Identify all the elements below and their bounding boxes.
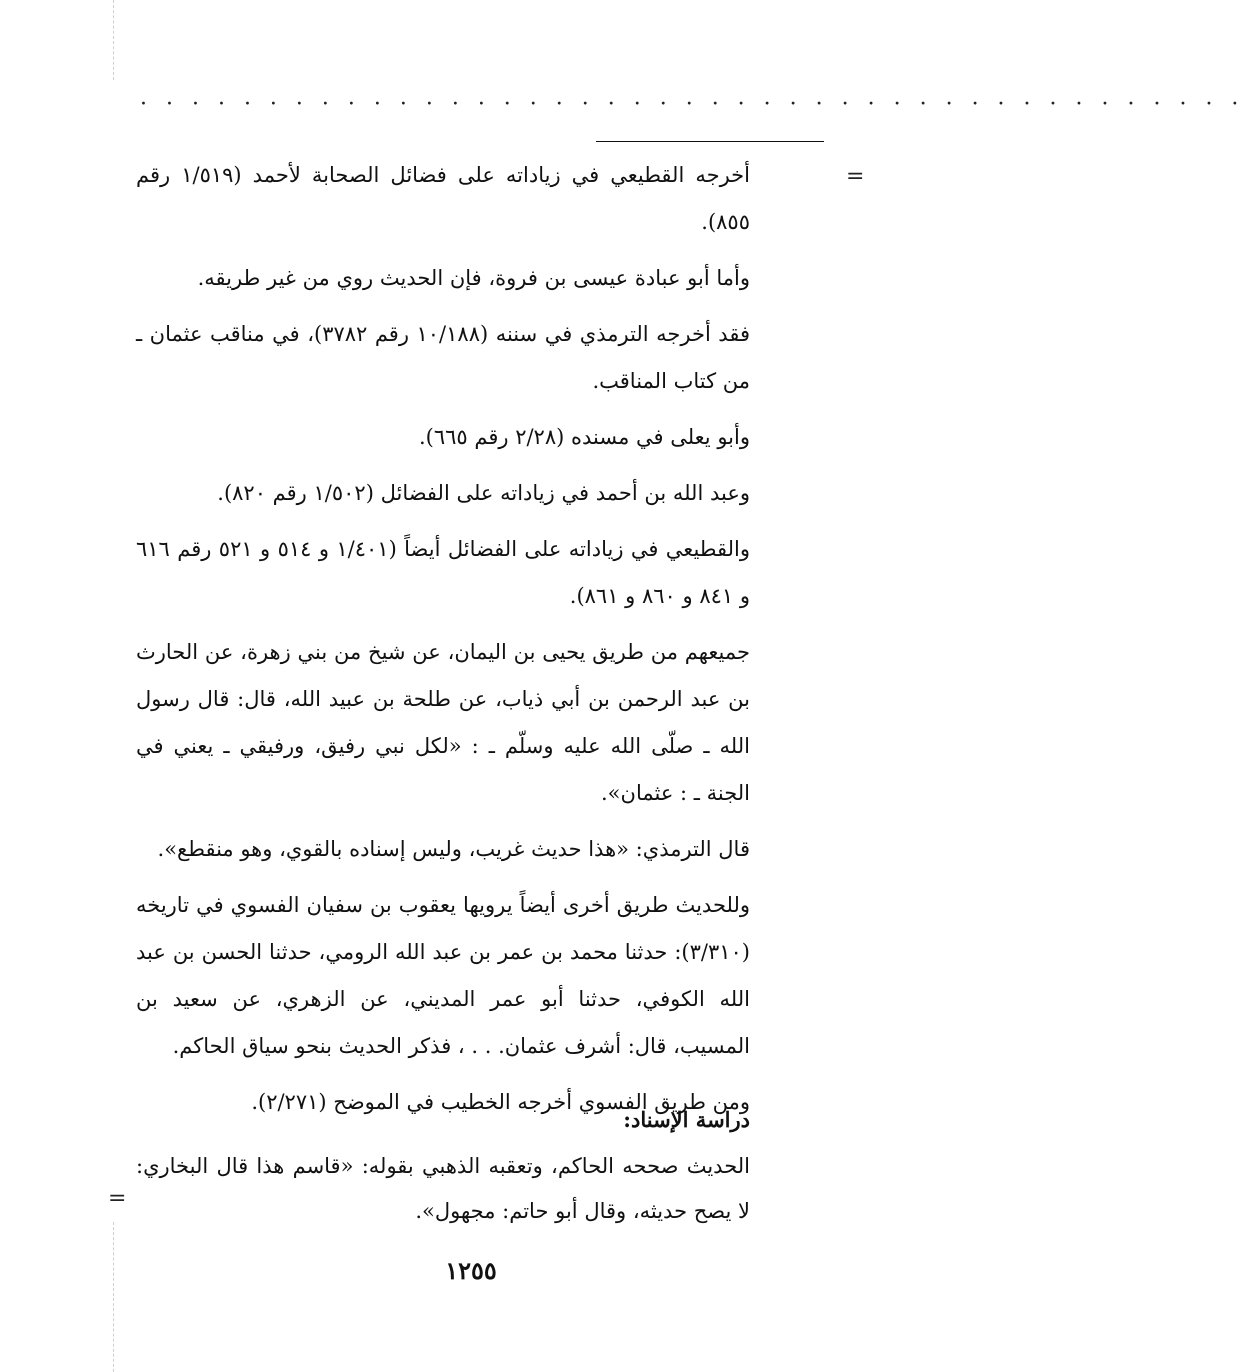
footnote-text <box>136 152 750 1135</box>
paragraph: ومن طريق الفسوي أخرجه الخطيب في الموضح (٢/٢٧١). <box>251 1090 750 1114</box>
isnad-study-section <box>136 1096 750 1234</box>
paragraph: وأبو يعلى في مسنده (٢/٢٨ رقم ٦٦٥). <box>418 425 750 449</box>
continuation-mark-left: = <box>108 1186 127 1211</box>
paragraph: قال الترمذي: «هذا حديث غريب، وليس إسناده بالقوي، وهو منقطع». <box>157 837 750 861</box>
margin-guide-bottom <box>113 1222 114 1372</box>
section-paragraph: الحديث صححه الحاكم، وتعقبه الذهبي بقوله: «قاسم هذا قال البخاري: لا يصح حديثه، وقال أبو حاتم: مجهول». <box>136 1154 750 1223</box>
paragraph: فقد أخرجه الترمذي في سننه (١٠/١٨٨ رقم ٣٧٨٢)، في مناقب عثمان ـ من كتاب المناقب. <box>136 322 750 393</box>
margin-guide-top <box>113 0 114 80</box>
page-number-value: ١٢٥٥ <box>445 1256 497 1285</box>
continuation-mark-right: = <box>846 164 865 189</box>
paragraph: والقطيعي في زياداته على الفضائل أيضاً (١/٤٠١ و ٥١٤ و ٥٢١ رقم ٦١٦ و ٨٤١ و ٨٦٠ و ٨٦١). <box>136 537 751 608</box>
paragraph: وعبد الله بن أحمد في زياداته على الفضائل (١/٥٠٢ رقم ٨٢٠). <box>217 481 750 505</box>
paragraph: وللحديث طريق أخرى أيضاً يرويها يعقوب بن سفيان الفسوي في تاريخه (٣/٣١٠): حدثنا محمد بن عمر بن عبد الله الرومي، حدثنا الحسن بن عبد الله الكوفي، حدثنا أبو عمر المديني، عن الزهري، عن سعيد بن المسيب، قال: أشرف عثمان. . . ، فذكر الحديث بنحو سياق الحاكم. <box>136 893 750 1058</box>
paragraph: جميعهم من طريق يحيى بن اليمان، عن شيخ من بني زهرة، عن الحارث بن عبد الرحمن بن أبي ذياب، عن طلحة بن عبيد الله، قال: قال رسول الله ـ صلّى الله عليه وسلّم ـ : «لكل نبي رفيق، ورفيقي ـ يعني في الجنة ـ : عثمان». <box>136 640 750 805</box>
section-heading: دراسة الإسناد: <box>623 1107 750 1132</box>
page-number <box>0 1256 942 1285</box>
footnote-rule <box>596 141 824 142</box>
paragraph: أخرجه القطيعي في زياداته على فضائل الصحابة لأحمد (١/٥١٩ رقم ٨٥٥). <box>136 163 750 234</box>
paragraph: وأما أبو عبادة عيسى بن فروة، فإن الحديث روي من غير طريقه. <box>197 266 750 290</box>
dotted-separator: · · · · · · · · · · · · · · · · · · · · · · · · · · · · · · · · · · · · · · · · · · · <box>140 92 1244 117</box>
